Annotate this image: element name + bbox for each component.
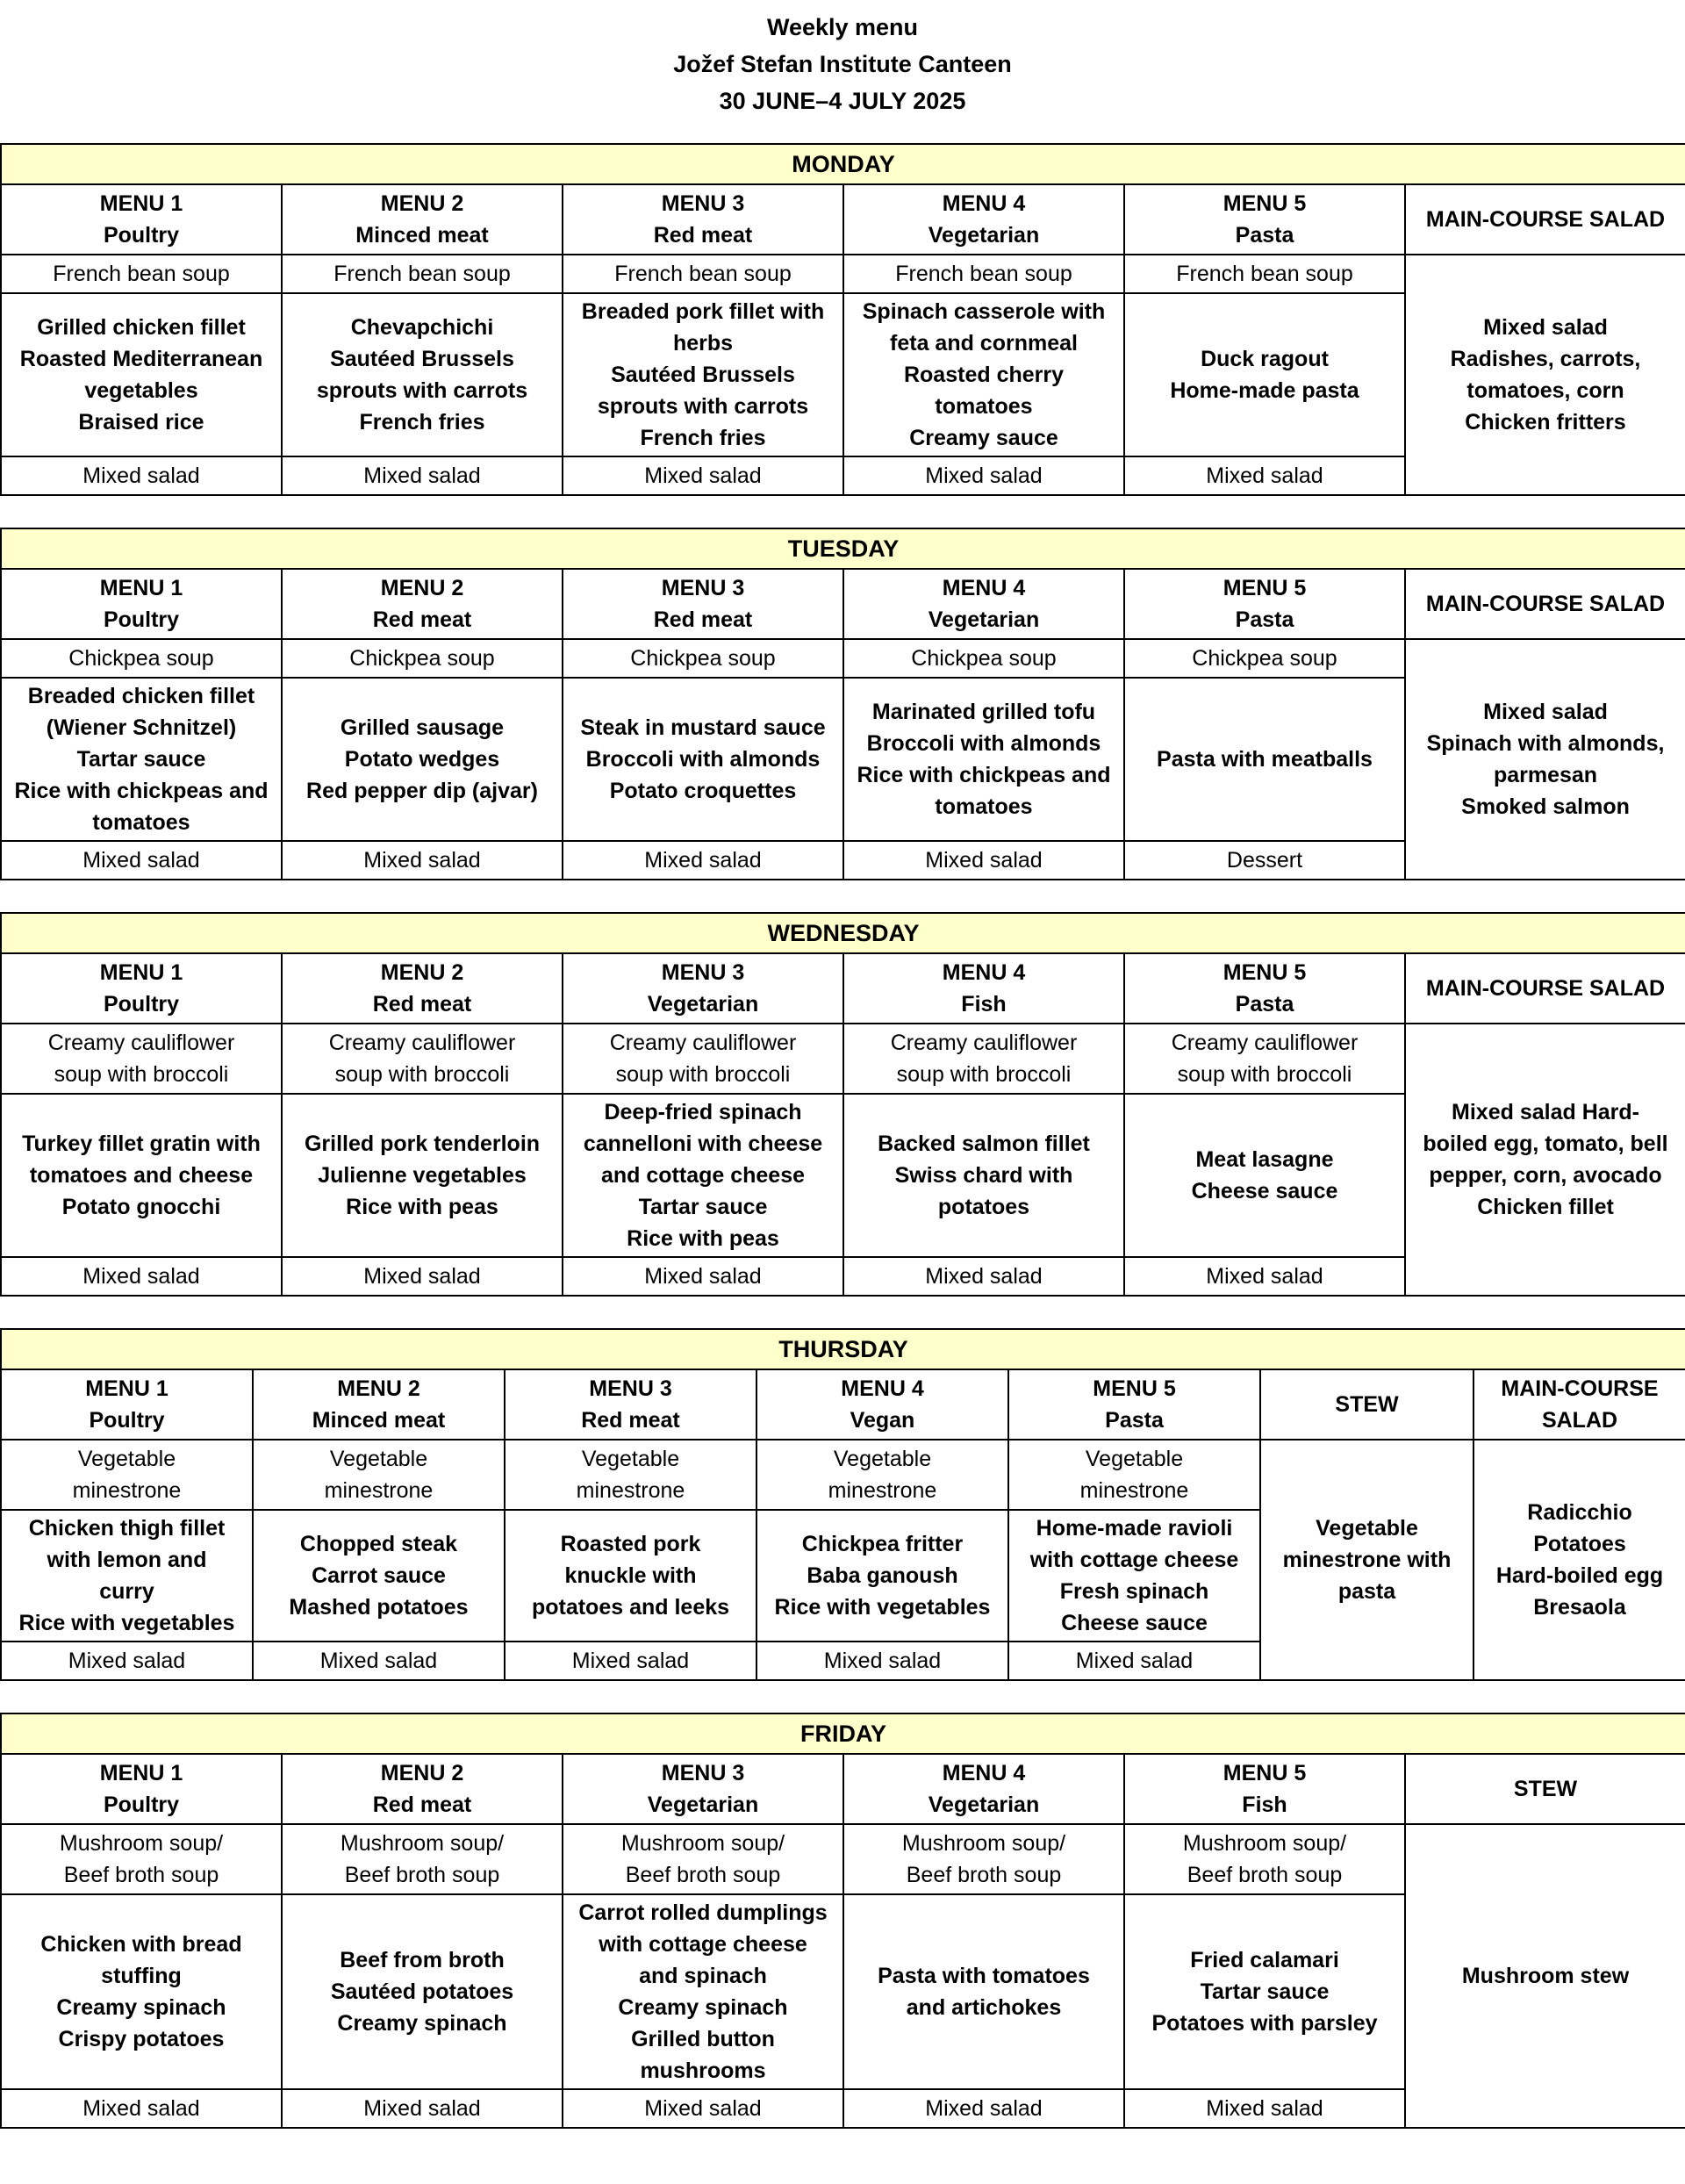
side-cell: Mixed salad	[1, 2089, 282, 2128]
main-dish-cell: Duck ragout Home-made pasta	[1124, 293, 1405, 456]
soup-cell: Vegetable minestrone	[756, 1440, 1008, 1510]
main-dish-cell: Breaded chicken fillet (Wiener Schnitzel) Tartar sauce Rice with chickpeas and tomatoes	[1, 678, 282, 841]
menu-header: MENU 4 Vegetarian	[843, 184, 1124, 255]
menu-header: MENU 4 Fish	[843, 953, 1124, 1024]
page-title: Weekly menu	[766, 14, 919, 40]
side-cell: Mixed salad	[563, 1257, 843, 1296]
main-dish-cell: Breaded pork fillet with herbs Sautéed Brussels sprouts with carrots French fries	[563, 293, 843, 456]
side-cell: Mixed salad	[563, 456, 843, 495]
main-dish-cell: Grilled sausage Potato wedges Red pepper dip (ajvar)	[282, 678, 563, 841]
side-cell: Mixed salad	[563, 2089, 843, 2128]
menu-header: MENU 3 Vegetarian	[563, 953, 843, 1024]
day-header: THURSDAY	[1, 1329, 1685, 1369]
side-cell: Mixed salad	[282, 456, 563, 495]
salad-header: MAIN-COURSE SALAD	[1405, 184, 1685, 255]
soup-cell: Chickpea soup	[1124, 639, 1405, 678]
menu-header: MENU 2 Red meat	[282, 953, 563, 1024]
menu-header: MENU 2 Minced meat	[282, 184, 563, 255]
soup-cell: Mushroom soup/ Beef broth soup	[282, 1824, 563, 1894]
main-dish-cell: Marinated grilled tofu Broccoli with almonds Rice with chickpeas and tomatoes	[843, 678, 1124, 841]
day-table-wednesday	[0, 912, 1685, 1297]
day-header: FRIDAY	[1, 1713, 1685, 1754]
menu-header: MENU 5 Fish	[1124, 1754, 1405, 1824]
menu-header: MENU 3 Vegetarian	[563, 1754, 843, 1824]
main-dish-cell: Turkey fillet gratin with tomatoes and cheese Potato gnocchi	[1, 1094, 282, 1257]
side-cell: Mixed salad	[282, 2089, 563, 2128]
menu-header: MENU 3 Red meat	[563, 184, 843, 255]
stew-cell: Mushroom stew	[1405, 1824, 1685, 2128]
day-header: MONDAY	[1, 144, 1685, 184]
soup-cell: Mushroom soup/ Beef broth soup	[843, 1824, 1124, 1894]
day-header: TUESDAY	[1, 528, 1685, 569]
soup-cell: Vegetable minestrone	[1, 1440, 253, 1510]
soup-cell: Creamy cauliflower soup with broccoli	[282, 1024, 563, 1094]
main-dish-cell: Grilled chicken fillet Roasted Mediterranean vegetables Braised rice	[1, 293, 282, 456]
main-dish-cell: Chickpea fritter Baba ganoush Rice with vegetables	[756, 1510, 1008, 1642]
salad-header: MAIN-COURSE SALAD	[1405, 953, 1685, 1024]
main-dish-cell: Chopped steak Carrot sauce Mashed potatoes	[253, 1510, 505, 1642]
soup-cell: Chickpea soup	[282, 639, 563, 678]
side-cell: Mixed salad	[1, 1257, 282, 1296]
side-cell: Mixed salad	[843, 841, 1124, 880]
side-cell: Mixed salad	[843, 2089, 1124, 2128]
main-dish-cell: Spinach casserole with feta and cornmeal Roasted cherry tomatoes Creamy sauce	[843, 293, 1124, 456]
main-dish-cell: Fried calamari Tartar sauce Potatoes with parsley	[1124, 1894, 1405, 2089]
salad-header: MAIN-COURSE SALAD	[1405, 569, 1685, 639]
side-cell: Mixed salad	[1124, 2089, 1405, 2128]
page-header	[0, 0, 1685, 143]
soup-cell: French bean soup	[843, 255, 1124, 293]
side-cell: Mixed salad	[1, 456, 282, 495]
soup-cell: French bean soup	[563, 255, 843, 293]
side-cell: Mixed salad	[563, 841, 843, 880]
canteen-name: Jožef Stefan Institute Canteen	[673, 51, 1012, 77]
main-dish-cell: Carrot rolled dumplings with cottage cheese and spinach Creamy spinach Grilled button mushrooms	[563, 1894, 843, 2089]
salad-cell: Mixed salad Spinach with almonds, parmesan Smoked salmon	[1405, 639, 1685, 880]
menu-header: MENU 4 Vegan	[756, 1369, 1008, 1440]
salad-cell: Mixed salad Radishes, carrots, tomatoes, corn Chicken fritters	[1405, 255, 1685, 495]
side-cell: Mixed salad	[1008, 1642, 1260, 1680]
menu-header: MENU 5 Pasta	[1008, 1369, 1260, 1440]
side-cell: Mixed salad	[1, 841, 282, 880]
day-table-monday	[0, 143, 1685, 496]
main-dish-cell: Pasta with tomatoes and artichokes	[843, 1894, 1124, 2089]
menu-header: MENU 3 Red meat	[505, 1369, 756, 1440]
side-cell: Dessert	[1124, 841, 1405, 880]
main-dish-cell: Steak in mustard sauce Broccoli with almonds Potato croquettes	[563, 678, 843, 841]
main-dish-cell: Pasta with meatballs	[1124, 678, 1405, 841]
main-dish-cell: Chevapchichi Sautéed Brussels sprouts with carrots French fries	[282, 293, 563, 456]
main-dish-cell: Roasted pork knuckle with potatoes and leeks	[505, 1510, 756, 1642]
side-cell: Mixed salad	[253, 1642, 505, 1680]
main-dish-cell: Deep-fried spinach cannelloni with cheese and cottage cheese Tartar sauce Rice with peas	[563, 1094, 843, 1257]
side-cell: Mixed salad	[1124, 456, 1405, 495]
soup-cell: Chickpea soup	[563, 639, 843, 678]
main-dish-cell: Grilled pork tenderloin Julienne vegetables Rice with peas	[282, 1094, 563, 1257]
soup-cell: Chickpea soup	[843, 639, 1124, 678]
menu-header: MENU 3 Red meat	[563, 569, 843, 639]
side-cell: Mixed salad	[505, 1642, 756, 1680]
menu-header: MENU 5 Pasta	[1124, 184, 1405, 255]
menu-header: MENU 2 Red meat	[282, 1754, 563, 1824]
day-table-friday	[0, 1713, 1685, 2129]
stew-header: STEW	[1405, 1754, 1685, 1824]
main-dish-cell: Chicken thigh fillet with lemon and curry Rice with vegetables	[1, 1510, 253, 1642]
soup-cell: Chickpea soup	[1, 639, 282, 678]
side-cell: Mixed salad	[282, 841, 563, 880]
soup-cell: Vegetable minestrone	[505, 1440, 756, 1510]
soup-cell: Creamy cauliflower soup with broccoli	[563, 1024, 843, 1094]
soup-cell: Mushroom soup/ Beef broth soup	[1, 1824, 282, 1894]
salad-cell: Mixed salad Hard- boiled egg, tomato, bell pepper, corn, avocado Chicken fillet	[1405, 1024, 1685, 1296]
menu-header: MENU 4 Vegetarian	[843, 569, 1124, 639]
side-cell: Mixed salad	[1124, 1257, 1405, 1296]
menu-header: MENU 5 Pasta	[1124, 569, 1405, 639]
stew-cell: Vegetable minestrone with pasta	[1260, 1440, 1473, 1680]
main-dish-cell: Beef from broth Sautéed potatoes Creamy spinach	[282, 1894, 563, 2089]
menu-header: MENU 1 Poultry	[1, 569, 282, 639]
side-cell: Mixed salad	[282, 1257, 563, 1296]
menu-header: MENU 1 Poultry	[1, 1754, 282, 1824]
stew-header: STEW	[1260, 1369, 1473, 1440]
soup-cell: Mushroom soup/ Beef broth soup	[1124, 1824, 1405, 1894]
soup-cell: Creamy cauliflower soup with broccoli	[1124, 1024, 1405, 1094]
main-dish-cell: Meat lasagne Cheese sauce	[1124, 1094, 1405, 1257]
date-range: 30 JUNE–4 JULY 2025	[719, 88, 966, 114]
side-cell: Mixed salad	[756, 1642, 1008, 1680]
menu-header: MENU 1 Poultry	[1, 1369, 253, 1440]
soup-cell: Mushroom soup/ Beef broth soup	[563, 1824, 843, 1894]
side-cell: Mixed salad	[843, 456, 1124, 495]
day-table-thursday	[0, 1328, 1685, 1681]
main-dish-cell: Backed salmon fillet Swiss chard with potatoes	[843, 1094, 1124, 1257]
salad-cell: Radicchio Potatoes Hard-boiled egg Bresaola	[1473, 1440, 1685, 1680]
menu-header: MENU 5 Pasta	[1124, 953, 1405, 1024]
menu-header: MENU 4 Vegetarian	[843, 1754, 1124, 1824]
soup-cell: French bean soup	[282, 255, 563, 293]
day-header: WEDNESDAY	[1, 913, 1685, 953]
main-dish-cell: Home-made ravioli with cottage cheese Fresh spinach Cheese sauce	[1008, 1510, 1260, 1642]
soup-cell: Vegetable minestrone	[253, 1440, 505, 1510]
menu-header: MENU 2 Minced meat	[253, 1369, 505, 1440]
main-dish-cell: Chicken with bread stuffing Creamy spinach Crispy potatoes	[1, 1894, 282, 2089]
soup-cell: French bean soup	[1124, 255, 1405, 293]
salad-header: MAIN-COURSE SALAD	[1473, 1369, 1685, 1440]
day-table-tuesday	[0, 528, 1685, 880]
side-cell: Mixed salad	[843, 1257, 1124, 1296]
menu-header: MENU 2 Red meat	[282, 569, 563, 639]
soup-cell: Vegetable minestrone	[1008, 1440, 1260, 1510]
soup-cell: Creamy cauliflower soup with broccoli	[843, 1024, 1124, 1094]
side-cell: Mixed salad	[1, 1642, 253, 1680]
soup-cell: Creamy cauliflower soup with broccoli	[1, 1024, 282, 1094]
menu-header: MENU 1 Poultry	[1, 184, 282, 255]
menu-header: MENU 1 Poultry	[1, 953, 282, 1024]
soup-cell: French bean soup	[1, 255, 282, 293]
